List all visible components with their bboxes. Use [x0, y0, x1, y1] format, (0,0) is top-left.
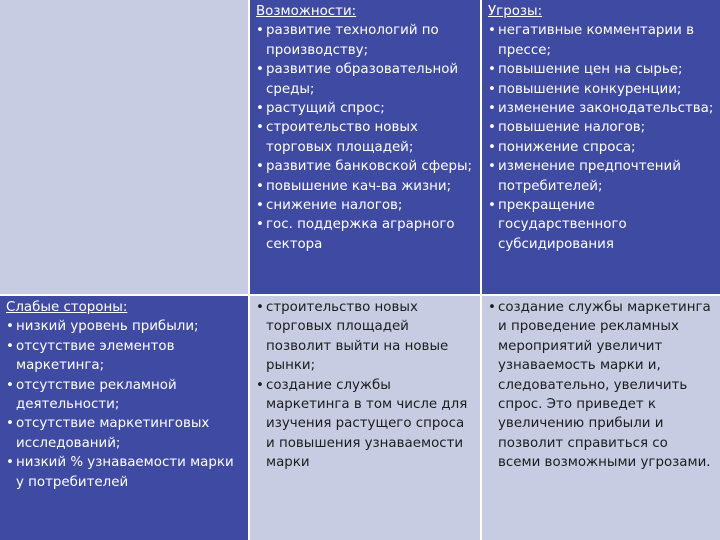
opportunities-title: Возможности: [256, 4, 357, 19]
opportunities-list [256, 21, 474, 254]
list-item: • создание службы маркетинга в том числе для изучения растущего спроса и повышения узнаваемости марки [256, 377, 468, 471]
list-item: • развитие технологий по производству; [256, 23, 439, 58]
weaknesses-cell [0, 294, 250, 540]
weakness-opportunities-list [256, 298, 474, 473]
empty-corner-cell [0, 0, 250, 294]
list-item: • низкий уровень прибыли; [6, 319, 199, 335]
list-item: • негативные комментарии в прессе; [488, 23, 694, 58]
list-item: • изменение предпочтений потребителей; [488, 159, 681, 194]
list-item: • создание службы маркетинга и проведение рекламных мероприятий увеличит узнаваемость марки и, следовательно, увеличить спрос. Это приведет к увеличению прибыли и позволит справиться со всеми возможными угрозами. [488, 300, 711, 471]
weakness-threats-cell [482, 294, 720, 540]
list-item: • гос. поддержка аграрного сектора [256, 217, 455, 252]
list-item: • развитие образовательной среды; [256, 62, 459, 97]
list-item: • повышение кач-ва жизни; [256, 178, 452, 194]
weaknesses-title: Слабые стороны: [6, 300, 128, 315]
list-item: • повышение конкуренции; [488, 81, 682, 97]
opportunities-cell [250, 0, 482, 294]
list-item: • понижение спроса; [488, 139, 636, 155]
threats-cell [482, 0, 720, 294]
list-item: • развитие банковской сферы; [256, 159, 473, 175]
list-item: • повышение цен на сырье; [488, 62, 683, 78]
list-item: • повышение налогов; [488, 120, 646, 136]
threats-title: Угрозы: [488, 4, 543, 19]
list-item: • строительство новых торговых площадей позволит выйти на новые рынки; [256, 300, 449, 374]
threats-list [488, 21, 714, 254]
list-item: • отсутствие элементов маркетинга; [6, 338, 175, 374]
list-item: • изменение законодательства; [488, 101, 714, 117]
weakness-threats-list [488, 298, 714, 473]
weakness-opportunities-cell [250, 294, 482, 540]
weaknesses-list [6, 317, 242, 492]
list-item: • строительство новых торговых площадей; [256, 120, 418, 155]
list-item: • снижение налогов; [256, 198, 403, 214]
list-item: • отсутствие маркетинговых исследований; [6, 416, 210, 451]
list-item: • растущий спрос; [256, 101, 385, 117]
list-item: • низкий % узнаваемости марки у потребителей [6, 455, 234, 490]
list-item: • прекращение государственного субсидирования [488, 198, 627, 252]
list-item: • отсутствие рекламной деятельности; [6, 377, 177, 413]
